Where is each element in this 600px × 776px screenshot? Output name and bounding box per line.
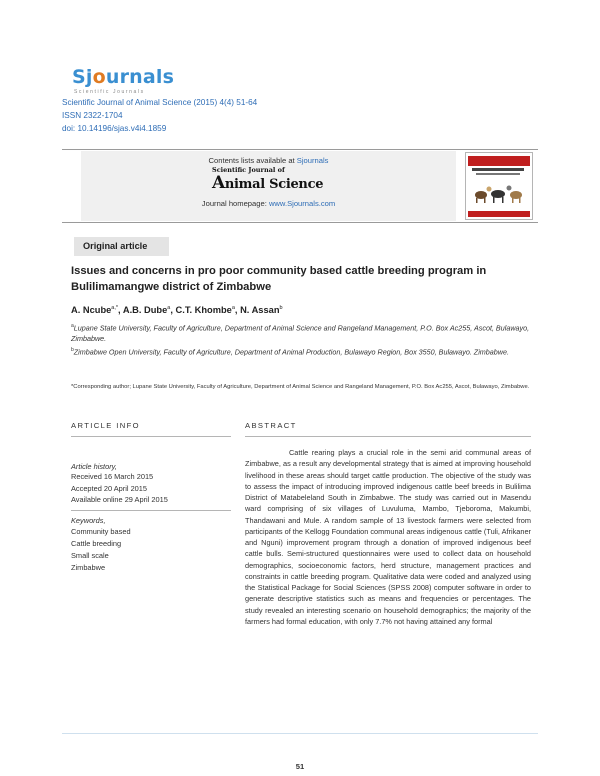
author-name: A. Ncube [71, 305, 112, 316]
corresponding-author-note: *Corresponding author; Lupane State University, Faculty of Agriculture, Department of Animal Science and Rangeland Management, P.O. Box Ac255, Ascot, Bulawayo, Zimbabwe. [71, 384, 530, 390]
contents-line: Contents lists available at Sjournals [208, 156, 329, 165]
article-type-tag: Original article [74, 237, 169, 256]
article-info-rule [71, 436, 231, 437]
footer-rule [62, 733, 538, 734]
cover-animals-icon [472, 183, 526, 205]
journal-title-main: Animal Science [212, 173, 324, 193]
cover-title-bar [472, 168, 524, 171]
issn-line: ISSN 2322-1704 [62, 111, 123, 120]
history-label: Article history, [71, 462, 117, 471]
cover-subtitle-bar [476, 173, 520, 175]
doi-link[interactable]: doi: 10.14196/sjas.v4i4.1859 [62, 124, 167, 133]
article-info-heading: ARTICLE INFO [71, 421, 140, 430]
history-received: Received 16 March 2015 [71, 472, 154, 481]
history-accepted: Accepted 20 April 2015 [71, 484, 148, 493]
history-online: Available online 29 April 2015 [71, 495, 168, 504]
keyword-item: Cattle breeding [71, 539, 122, 548]
sjournals-link[interactable]: Sjournals [296, 156, 329, 165]
logo-tagline: Scientific Journals [74, 89, 145, 95]
affiliation-a: $^a$Lupane State University, Faculty of Agriculture, Department of Animal Science and Rangeland Management, P.O. Box Ac255, Ascot, Bulawayo, Zimbabwe. [71, 323, 530, 343]
citation-line: Scientific Journal of Animal Science (2015) 4(4) 51-64 [62, 98, 258, 107]
journal-title-top: Scientific Journal of [212, 166, 285, 174]
banner-bottom-rule [62, 222, 538, 223]
abstract-text: Cattle rearing plays a crucial role in the semi arid communal areas of Zimbabwe, as a result any developmental strategy that is aimed at improving household livelihood in these areas should target cattle production. The objective of the study was to assess the impact of introducing improved indigenous cattle beef breeds in Bulilima District of Matabeleland South in Zimbabwe. The study was carried out in Masendu ward comprising of six villages of Luvuluma, Mambo, Tjeboroma, Makumbi, Thandawani and Mule. A random sample of 13 livestock farmers were selected from participants of the Kellogg Foundation communal areas indigenous cattle (Tuli, Afrikaner and Nguni) improvement program through a donation of improved indigenous beef cattle bulls. Semi-structured questionnaires were used to collect data on household demographics, socioeconomic factors, herd structure, management practices and constraints in cattle breeding program. Qualitative data were coded and analyzed using the Statistical Package for Social Sciences (SPSS 2008) computer software in order to generate descriptive statistics such as means and frequencies or percentages. The study revealed an interesting scenario on household demographics; the majority of the farmers had formal education, with only 7.7% not having attained any formal [245, 448, 531, 626]
cover-footer-band [468, 211, 530, 217]
page-number: 51 [295, 762, 305, 771]
keywords-label: Keywords, [71, 516, 106, 525]
keyword-item: Small scale [71, 551, 109, 560]
article-title: Issues and concerns in pro poor community based cattle breeding program in Bulilimamangwe district of Zimbabwe [71, 265, 487, 293]
affiliation-b: $^b$Zimbabwe Open University, Faculty of Agriculture, Department of Animal Production, Bulawayo Region, Box 3550, Bulawayo. Zimbabwe. [71, 347, 509, 357]
keyword-item: Community based [71, 527, 131, 536]
info-divider [71, 510, 231, 511]
author-list: A. Ncube$^{a,*}$, A.B. Dube$^a$, C.T. Khombe$^a$, N. Assan$^b$ [71, 305, 283, 316]
cover-header-band [468, 156, 530, 166]
banner-top-rule [62, 149, 538, 150]
author-name: C.T. Khombe [175, 305, 232, 316]
journal-cover-thumbnail[interactable] [465, 152, 533, 220]
homepage-line: Journal homepage: www.Sjournals.com [201, 199, 336, 208]
author-name: A.B. Dube [122, 305, 168, 316]
author-name: N. Assan [240, 305, 280, 316]
journal-logo: Sjournals [72, 66, 175, 88]
keyword-item: Zimbabwe [71, 563, 106, 572]
homepage-link[interactable]: www.Sjournals.com [268, 199, 336, 208]
abstract-heading: ABSTRACT [245, 421, 297, 430]
abstract-rule [245, 436, 531, 437]
